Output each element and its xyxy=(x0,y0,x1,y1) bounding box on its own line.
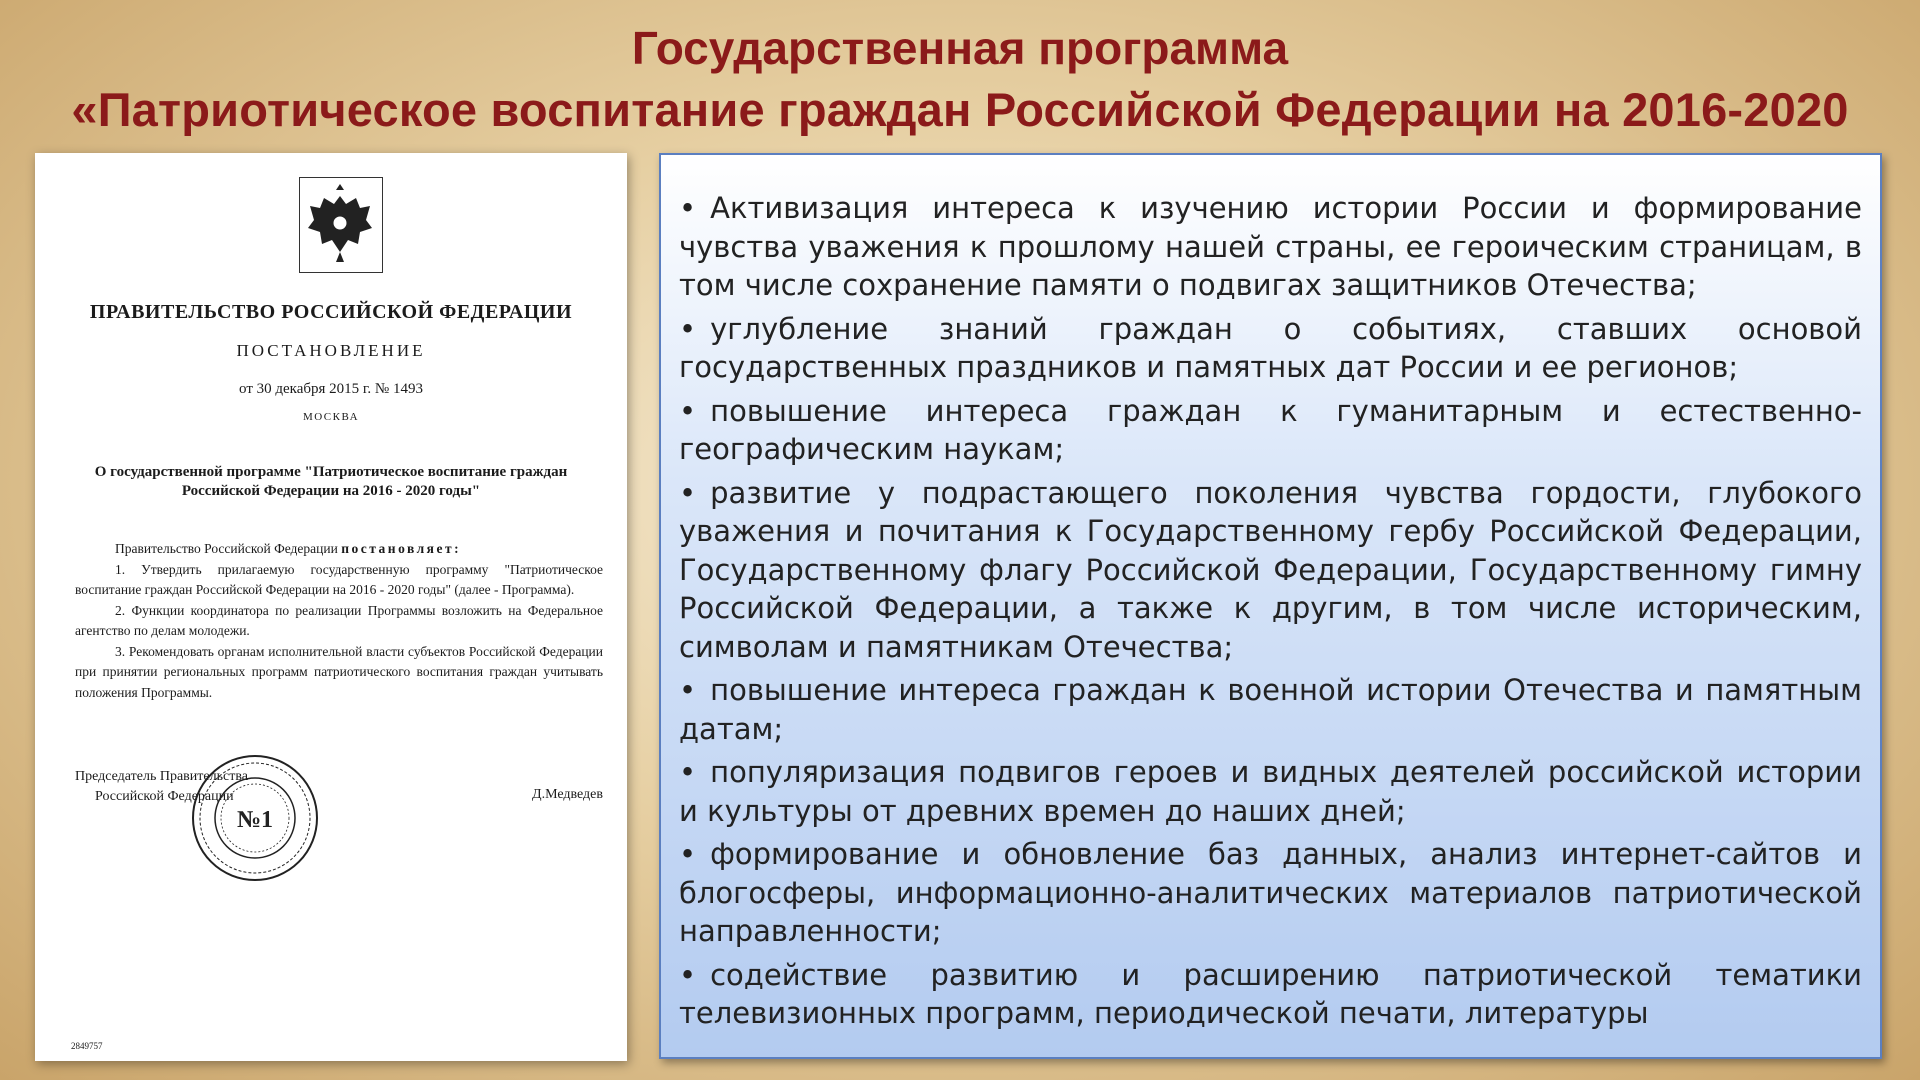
decree-clause-1: 1. Утвердить прилагаемую государственную программу "Патриотическое воспитание граждан Российской Федерации на 2016 - 2020 годы" (далее - Программа). xyxy=(75,561,603,597)
goals-panel xyxy=(659,153,1882,1059)
bullet: • xyxy=(679,393,697,428)
official-seal-icon xyxy=(190,753,320,883)
goal-item xyxy=(679,189,1862,305)
decree-lead xyxy=(75,539,603,560)
goal-text: развитие у подрастающего поколения чувства гордости, глубокого уважения и почитания к Государственному гербу Российской Федерации, Государственному флагу Российской Федерации, Государственному гимну Российской Федерации, а также к другим, в том числе историческим, символам и памятникам Отечества; xyxy=(679,475,1862,664)
coat-of-arms-icon xyxy=(299,177,383,273)
signer-title-line-1: Председатель Правительства xyxy=(75,769,248,784)
goal-item xyxy=(679,671,1862,748)
bullet: • xyxy=(679,957,697,992)
goal-item xyxy=(679,835,1862,951)
goal-text: содействие развитию и расширению патриотической тематики телевизионных программ, периодической печати, литературы xyxy=(679,957,1862,1030)
bullet: • xyxy=(679,475,697,510)
goal-item xyxy=(679,753,1862,830)
document-code: 2849757 xyxy=(71,1041,103,1051)
goal-text: повышение интереса граждан к военной истории Отечества и памятным датам; xyxy=(679,673,1862,746)
goal-text: формирование и обновление баз данных, анализ интернет-сайтов и блогосферы, информационно-аналитических материалов патриотической направленности; xyxy=(679,837,1862,948)
title-line-2: «Патриотическое воспитание граждан Российской Федерации на 2016-2020 xyxy=(71,83,1849,136)
lead-verb: постановляет: xyxy=(341,541,462,556)
decree-body xyxy=(75,539,603,703)
decree-document xyxy=(35,153,627,1061)
government-heading: ПРАВИТЕЛЬСТВО РОССИЙСКОЙ ФЕДЕРАЦИИ xyxy=(89,301,573,323)
title-line-1: Государственная программа xyxy=(631,22,1289,74)
bullet: • xyxy=(679,755,697,789)
goal-item xyxy=(679,474,1862,667)
goals-list xyxy=(679,189,1862,1038)
seal-number: №1 xyxy=(236,807,274,833)
bullet: • xyxy=(679,837,697,871)
decree-clause-2: 2. Функции координатора по реализации Программы возложить на Федеральное агентство по делам молодежи. xyxy=(75,602,603,638)
bullet: • xyxy=(679,191,697,225)
decree-date: от 30 декабря 2015 г. № 1493 xyxy=(239,381,423,397)
decree-type: ПОСТАНОВЛЕНИЕ xyxy=(236,341,426,360)
goal-item xyxy=(679,310,1862,387)
decree-subject: О государственной программе "Патриотическое воспитание граждан Российской Федерации на 2016 - 2020 годы" xyxy=(94,464,568,499)
goal-text: углубление знаний граждан о событиях, ставших основой государственных праздников и памятных дат России и ее регионов; xyxy=(679,311,1862,384)
signer-title-line-2: Российской Федерации xyxy=(95,789,234,804)
decree-city: МОСКВА xyxy=(302,411,360,423)
goal-item xyxy=(679,392,1862,469)
bullet: • xyxy=(679,673,697,707)
goal-text: повышение интереса граждан к гуманитарным и естественно-географическим наукам; xyxy=(679,393,1862,466)
goal-item xyxy=(679,956,1862,1033)
bullet: • xyxy=(679,311,697,346)
goal-text: популяризация подвигов героев и видных деятелей российской истории и культуры от древних времен до наших дней; xyxy=(679,755,1862,828)
lead-prefix: Правительство Российской Федерации xyxy=(115,541,342,556)
signer-name: Д.Медведев xyxy=(532,787,603,802)
decree-clause-3: 3. Рекомендовать органам исполнительной власти субъектов Российской Федерации при принятии региональных программ патриотического воспитания граждан учитывать положения Программы. xyxy=(75,643,603,700)
goal-text: Активизация интереса к изучению истории России и формирование чувства уважения к прошлому нашей страны, ее героическим страницам, в том числе сохранение памяти о подвигах защитников Отечества; xyxy=(679,191,1862,302)
